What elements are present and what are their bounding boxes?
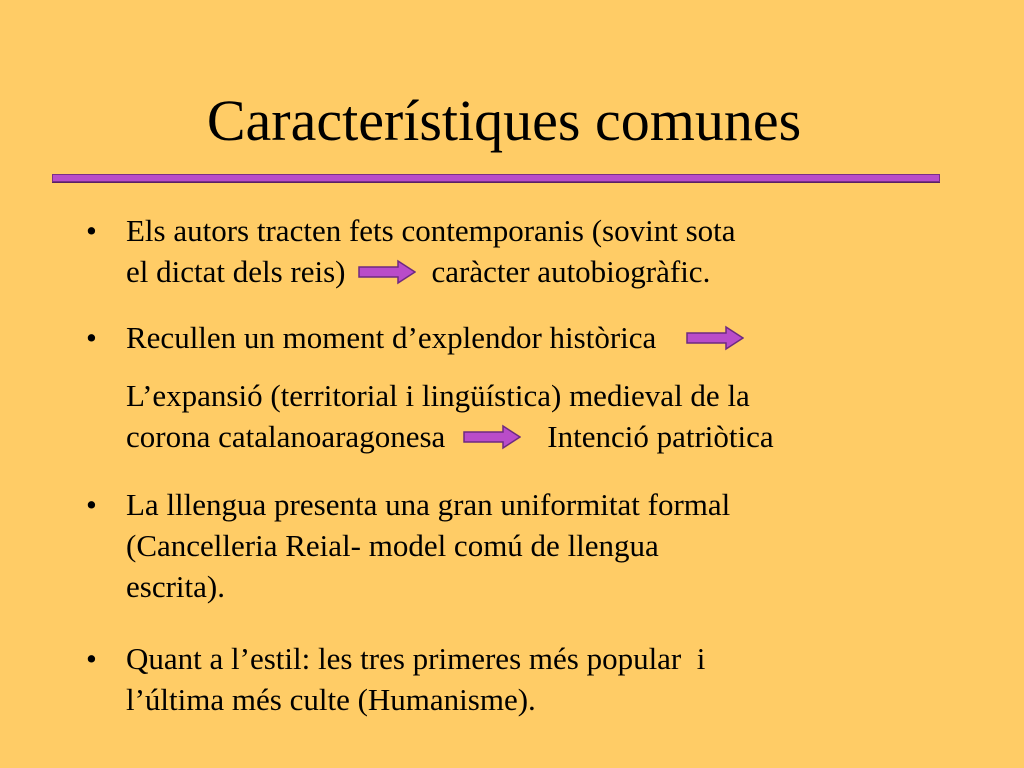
bullet-2-line-1: Recullen un moment d’explendor històrica	[126, 320, 657, 355]
bullet-item-3	[86, 484, 731, 607]
arrow-right-icon	[358, 259, 416, 285]
bullet-1-line-2a: el dictat dels reis)	[126, 254, 346, 289]
bullet-dot: •	[86, 487, 97, 522]
bullet-item-1	[86, 210, 736, 292]
bullet-1-line-1: Els autors tracten fets contemporanis (sovint sota	[126, 213, 736, 248]
arrow-right-icon	[686, 325, 744, 351]
bullet-item-2	[86, 317, 744, 358]
bullet-item-4	[86, 638, 706, 720]
bullet-4-line-1: Quant a l’estil: les tres primeres més popular i	[126, 641, 706, 676]
bullet-3-line-3: escrita).	[126, 569, 225, 604]
bullet-dot: •	[86, 213, 97, 248]
bullet-4-line-2: l’última més culte (Humanisme).	[126, 682, 536, 717]
sub-paragraph	[126, 375, 774, 457]
bullet-3-line-1: La lllengua presenta una gran uniformitat formal	[126, 487, 731, 522]
sub-line-2b: Intenció patriòtica	[547, 419, 774, 454]
bullet-3-line-2: (Cancelleria Reial- model comú de llengua	[126, 528, 659, 563]
sub-line-1: L’expansió (territorial i lingüística) medieval de la	[126, 378, 750, 413]
bullet-1-line-2b: caràcter autobiogràfic.	[431, 254, 711, 289]
bullet-dot: •	[86, 320, 97, 355]
title-underline	[52, 174, 940, 182]
sub-line-2a: corona catalanoaragonesa	[126, 419, 446, 454]
arrow-right-icon	[463, 424, 521, 450]
bullet-dot: •	[86, 641, 97, 676]
slide-title: Característiques comunes	[206, 88, 802, 153]
